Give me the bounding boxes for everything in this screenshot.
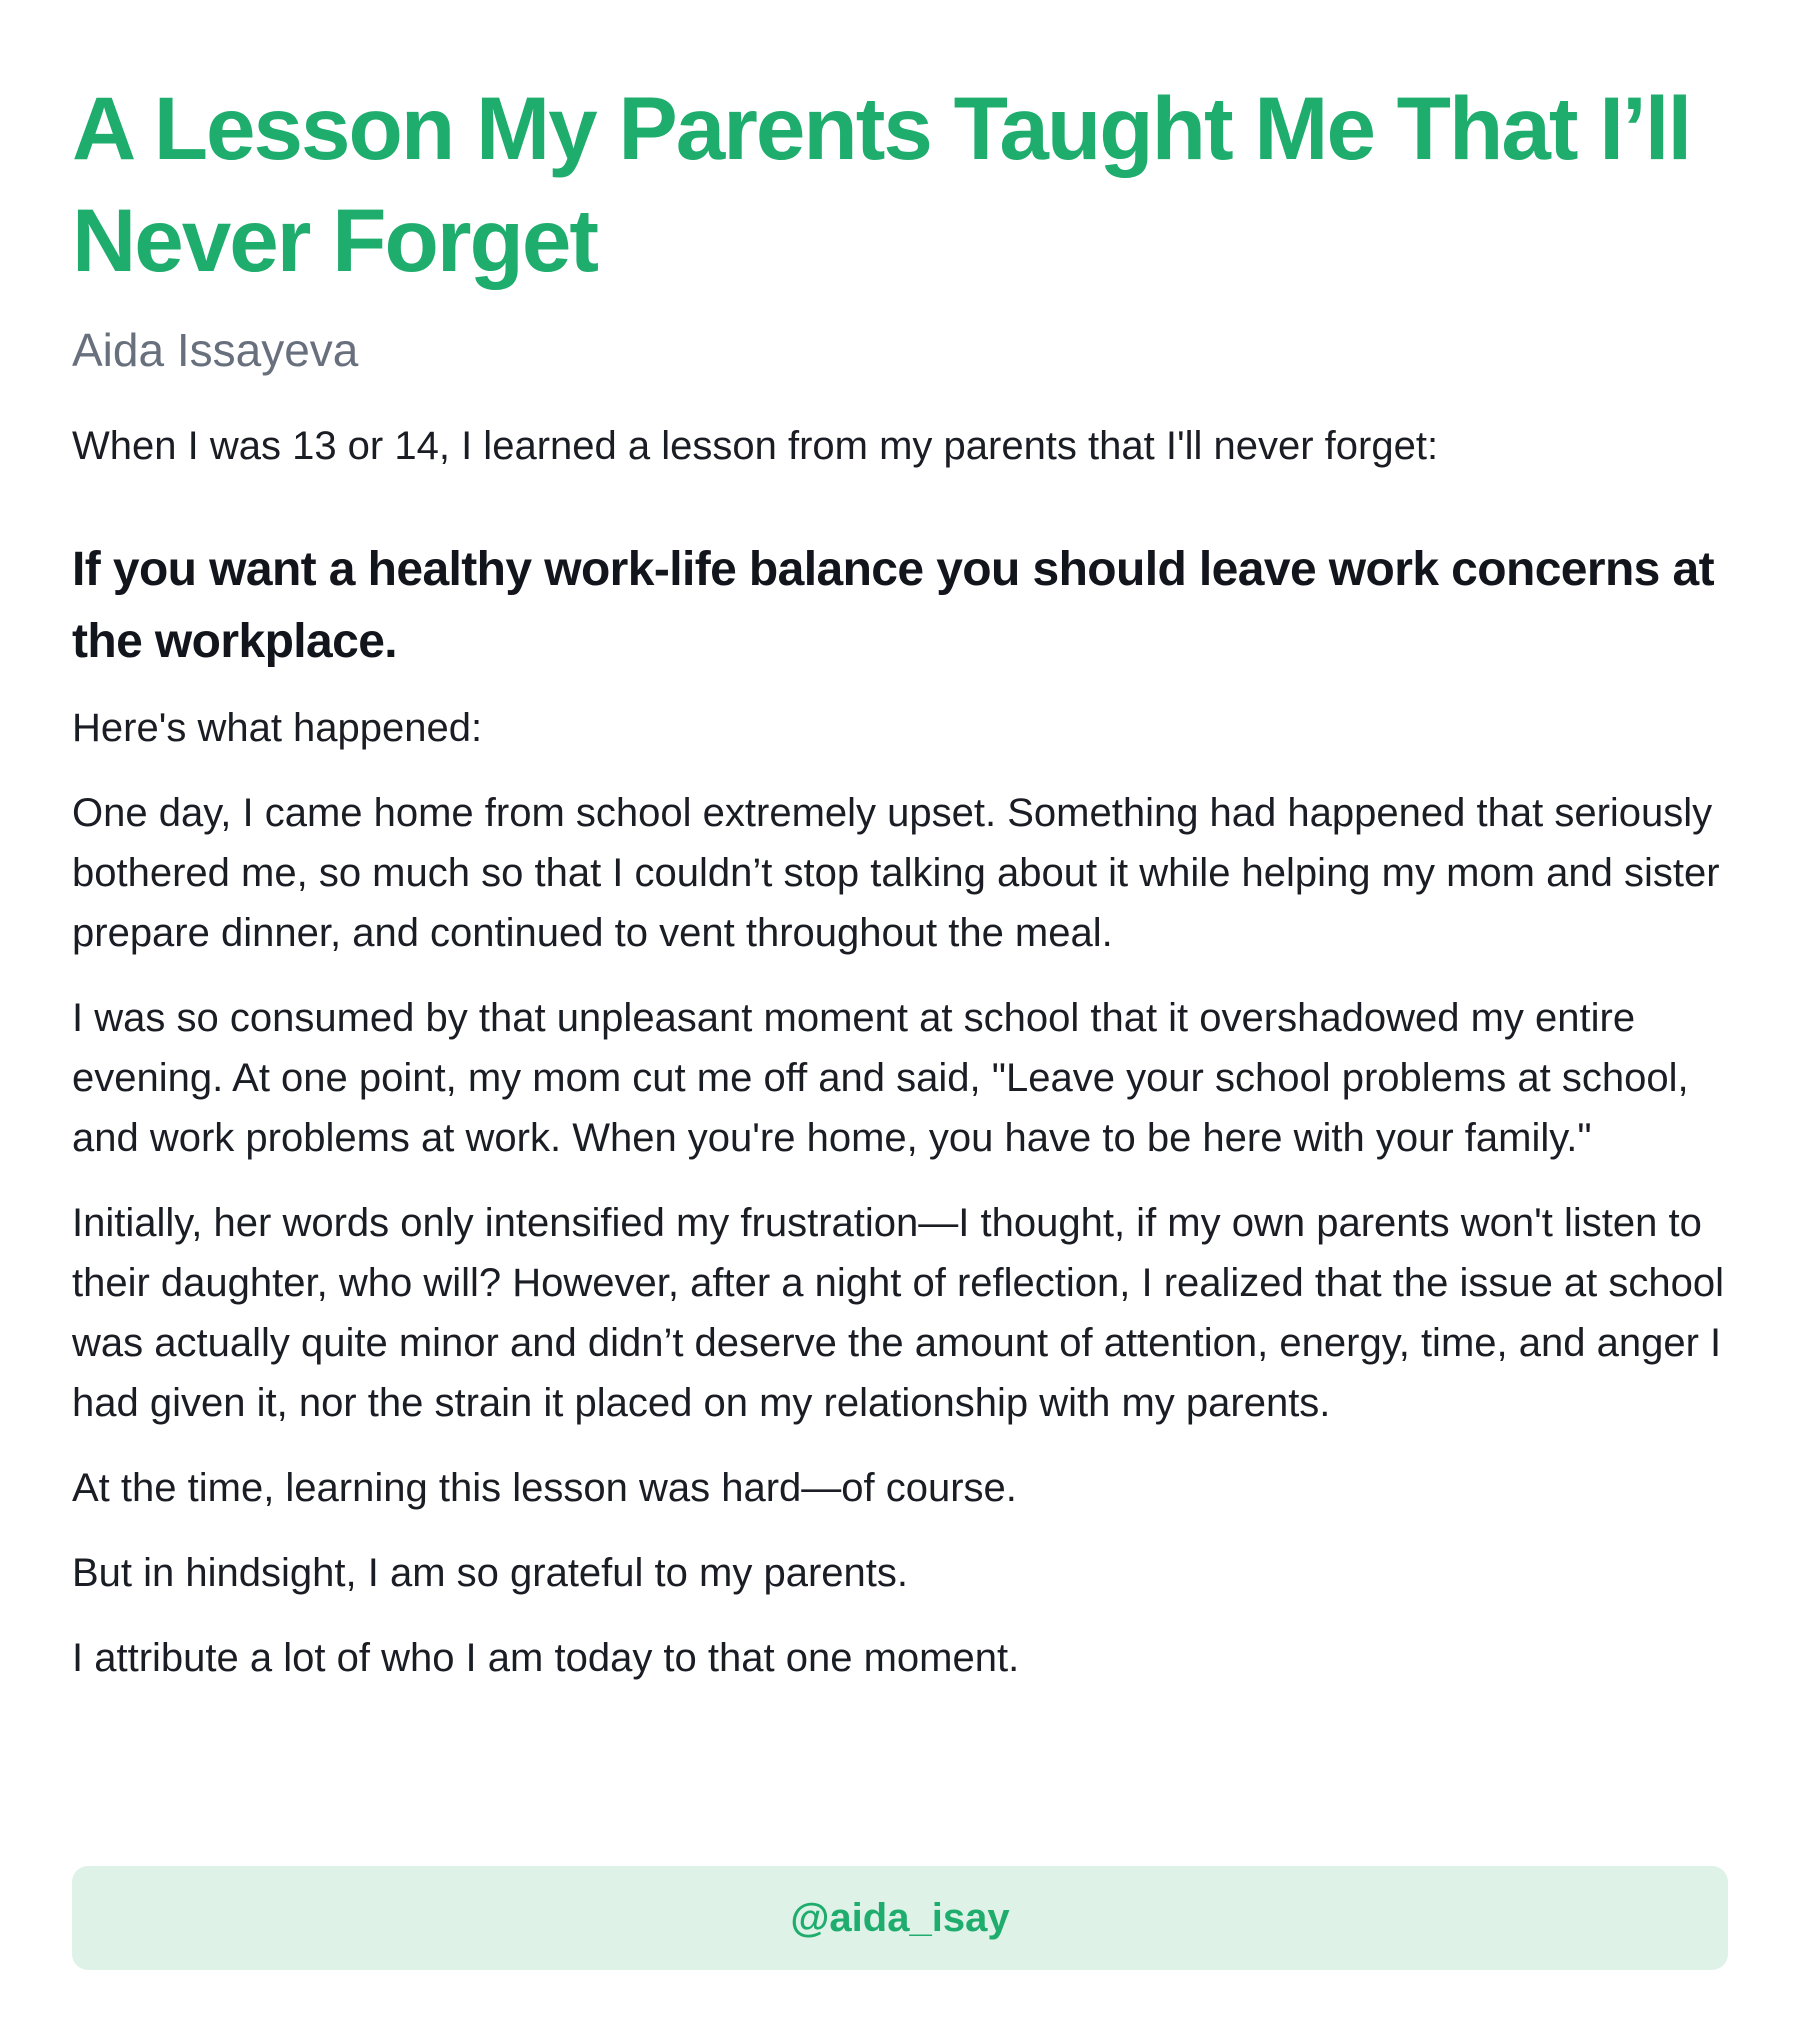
lesson-heading: If you want a healthy work-life balance you should leave work concerns at the workplace. <box>72 543 1714 668</box>
social-handle-banner <box>72 1866 1728 1970</box>
body-paragraph: Initially, her words only intensified my frustration—I thought, if my own parents won't listen to their daughter, who will? However, after a night of reflection, I realized that the issue at school was actually quite minor and didn’t deserve the amount of attention, energy, time, and anger I had given it, nor the strain it placed on my relationship with my parents. <box>72 1201 1725 1425</box>
body-paragraph: At the time, learning this lesson was hard—of course. <box>72 1466 1017 1510</box>
intro-paragraph: When I was 13 or 14, I learned a lesson from my parents that I'll never forget: <box>72 424 1439 468</box>
body-paragraph: Here's what happened: <box>72 706 483 750</box>
social-handle[interactable]: @aida_isay <box>790 1895 1010 1940</box>
body-paragraph: I attribute a lot of who I am today to that one moment. <box>72 1636 1020 1680</box>
body-paragraph: I was so consumed by that unpleasant moment at school that it overshadowed my entire evening. At one point, my mom cut me off and said, "Leave your school problems at school, and work problems at work. When you're home, you have to be here with your family." <box>72 996 1689 1160</box>
article-title: A Lesson My Parents Taught Me That I’ll Never Forget <box>72 78 1691 290</box>
body-paragraph: But in hindsight, I am so grateful to my parents. <box>72 1551 908 1595</box>
author-name: Aida Issayeva <box>72 324 359 376</box>
body-paragraph: One day, I came home from school extremely upset. Something had happened that seriously bothered me, so much so that I couldn’t stop talking about it while helping my mom and sister prepare dinner, and continued to vent throughout the meal. <box>72 791 1720 955</box>
